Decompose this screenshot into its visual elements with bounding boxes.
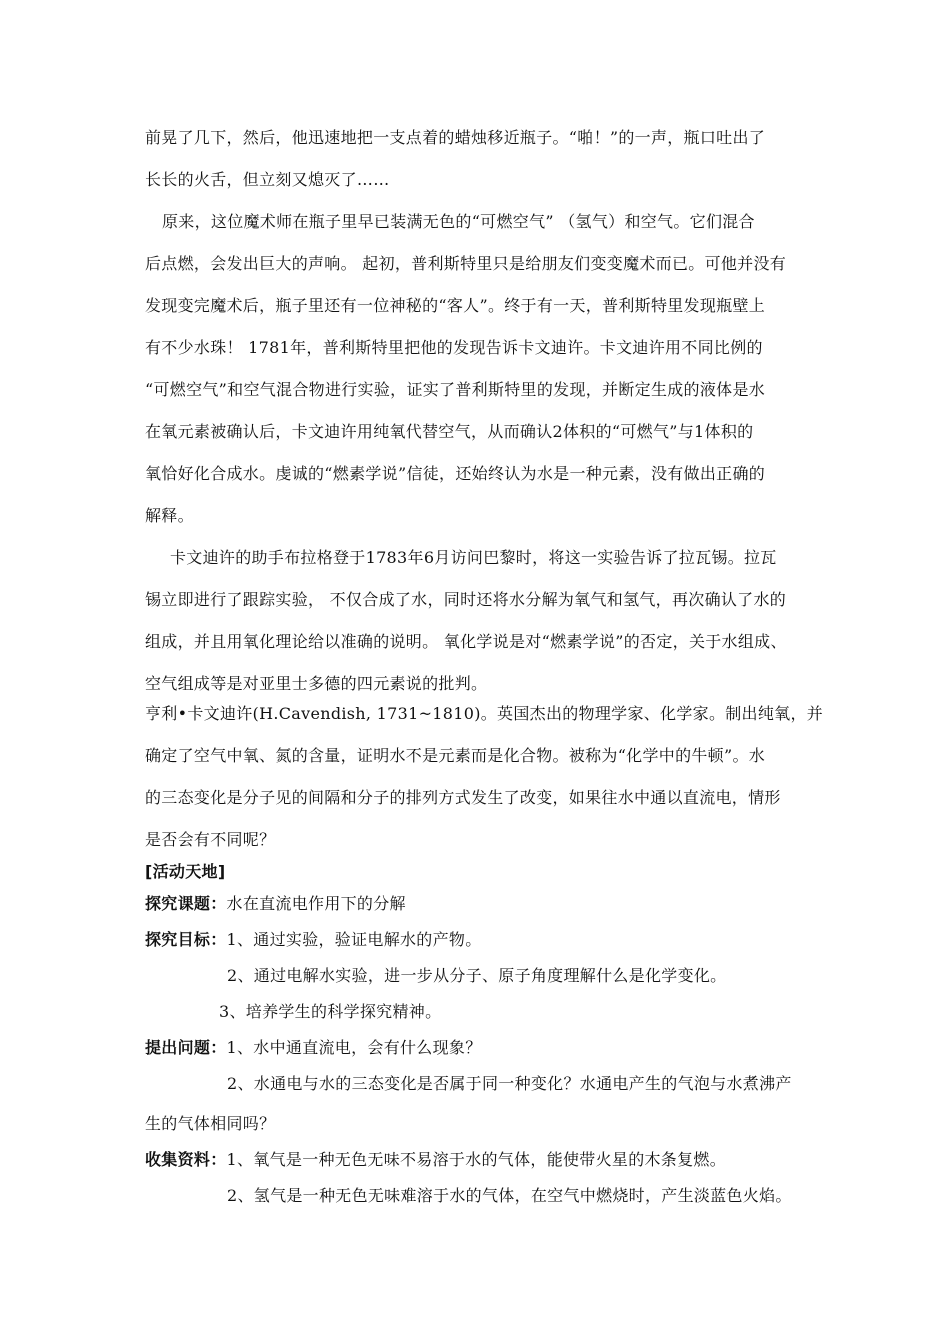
- text-line: 原来，这位魔术师在瓶子里早已装满无色的“可燃空气” （氢气）和空气。它们混合: [162, 212, 755, 231]
- goal-item: 1、通过实验，验证电解水的产物。: [226, 930, 482, 949]
- data-label: 收集资料：: [145, 1150, 227, 1169]
- text-line: 卡文迪许的助手布拉格登于1783年6月访问巴黎时，将这一实验告诉了拉瓦锡。拉瓦: [170, 548, 777, 567]
- question-item: 2、水通电与水的三态变化是否属于同一种变化？水通电产生的气泡与水煮沸产: [227, 1074, 792, 1093]
- text-line: 确定了空气中氧、氮的含量，证明水不是元素而是化合物。被称为“化学中的牛顿”。水: [145, 746, 766, 765]
- text-line: “可燃空气”和空气混合物进行实验，证实了普利斯特里的发现，并断定生成的液体是水: [145, 380, 766, 399]
- data-item: 2、氢气是一种无色无味难溶于水的气体，在空气中燃烧时，产生淡蓝色火焰。: [227, 1186, 792, 1205]
- question-label: 提出问题：: [145, 1038, 227, 1057]
- topic-text: 水在直流电作用下的分解: [226, 894, 406, 913]
- question-item: 生的气体相同吗？: [145, 1114, 276, 1133]
- question-item: 1、水中通直流电，会有什么现象？: [226, 1038, 482, 1057]
- text-line: 亨利•卡文迪许(H.Cavendish, 1731~1810)。英国杰出的物理学家、化学家。制出纯氧，并: [145, 704, 824, 723]
- text-line: 解释。: [145, 506, 194, 525]
- goal-item: 2、通过电解水实验，进一步从分子、原子角度理解什么是化学变化。: [227, 966, 727, 985]
- goal-label: 探究目标：: [145, 930, 227, 949]
- topic-line: [145, 894, 406, 914]
- text-line: 有不少水珠！ 1781年，普利斯特里把他的发现告诉卡文迪许。卡文迪许用不同比例的: [145, 338, 763, 357]
- text-line: 氧恰好化合成水。虔诚的“燃素学说”信徒，还始终认为水是一种元素，没有做出正确的: [145, 464, 766, 483]
- text-line: 长长的火舌，但立刻又熄灭了……: [145, 170, 390, 189]
- text-line: 空气组成等是对亚里士多德的四元素说的批判。: [145, 674, 488, 693]
- text-line: 是否会有不同呢？: [145, 830, 276, 849]
- data-line: [145, 1150, 726, 1170]
- text-line: 前晃了几下，然后，他迅速地把一支点着的蜡烛移近瓶子。“啪！”的一声，瓶口吐出了: [145, 128, 766, 147]
- text-line: 锡立即进行了跟踪实验， 不仅合成了水，同时还将水分解为氧气和氢气，再次确认了水的: [145, 590, 787, 609]
- text-line: 发现变完魔术后，瓶子里还有一位神秘的“客人”。终于有一天，普利斯特里发现瓶壁上: [145, 296, 766, 315]
- text-line: 的三态变化是分子见的间隔和分子的排列方式发生了改变，如果往水中通以直流电，情形: [145, 788, 781, 807]
- text-line: 组成，并且用氧化理论给以准确的说明。 氧化学说是对“燃素学说”的否定，关于水组成、: [145, 632, 787, 651]
- question-line: [145, 1038, 482, 1058]
- text-line: 后点燃，会发出巨大的声响。 起初，普利斯特里只是给朋友们变变魔术而已。可他并没有: [145, 254, 787, 273]
- text-line: 在氧元素被确认后，卡文迪许用纯氧代替空气，从而确认2体积的“可燃气”与1体积的: [145, 422, 754, 441]
- goal-item: 3、培养学生的科学探究精神。: [219, 1002, 442, 1021]
- section-heading: [活动天地]: [145, 862, 226, 881]
- goal-line: [145, 930, 482, 950]
- data-item: 1、氧气是一种无色无味不易溶于水的气体，能使带火星的木条复燃。: [226, 1150, 726, 1169]
- topic-label: 探究课题：: [145, 894, 227, 913]
